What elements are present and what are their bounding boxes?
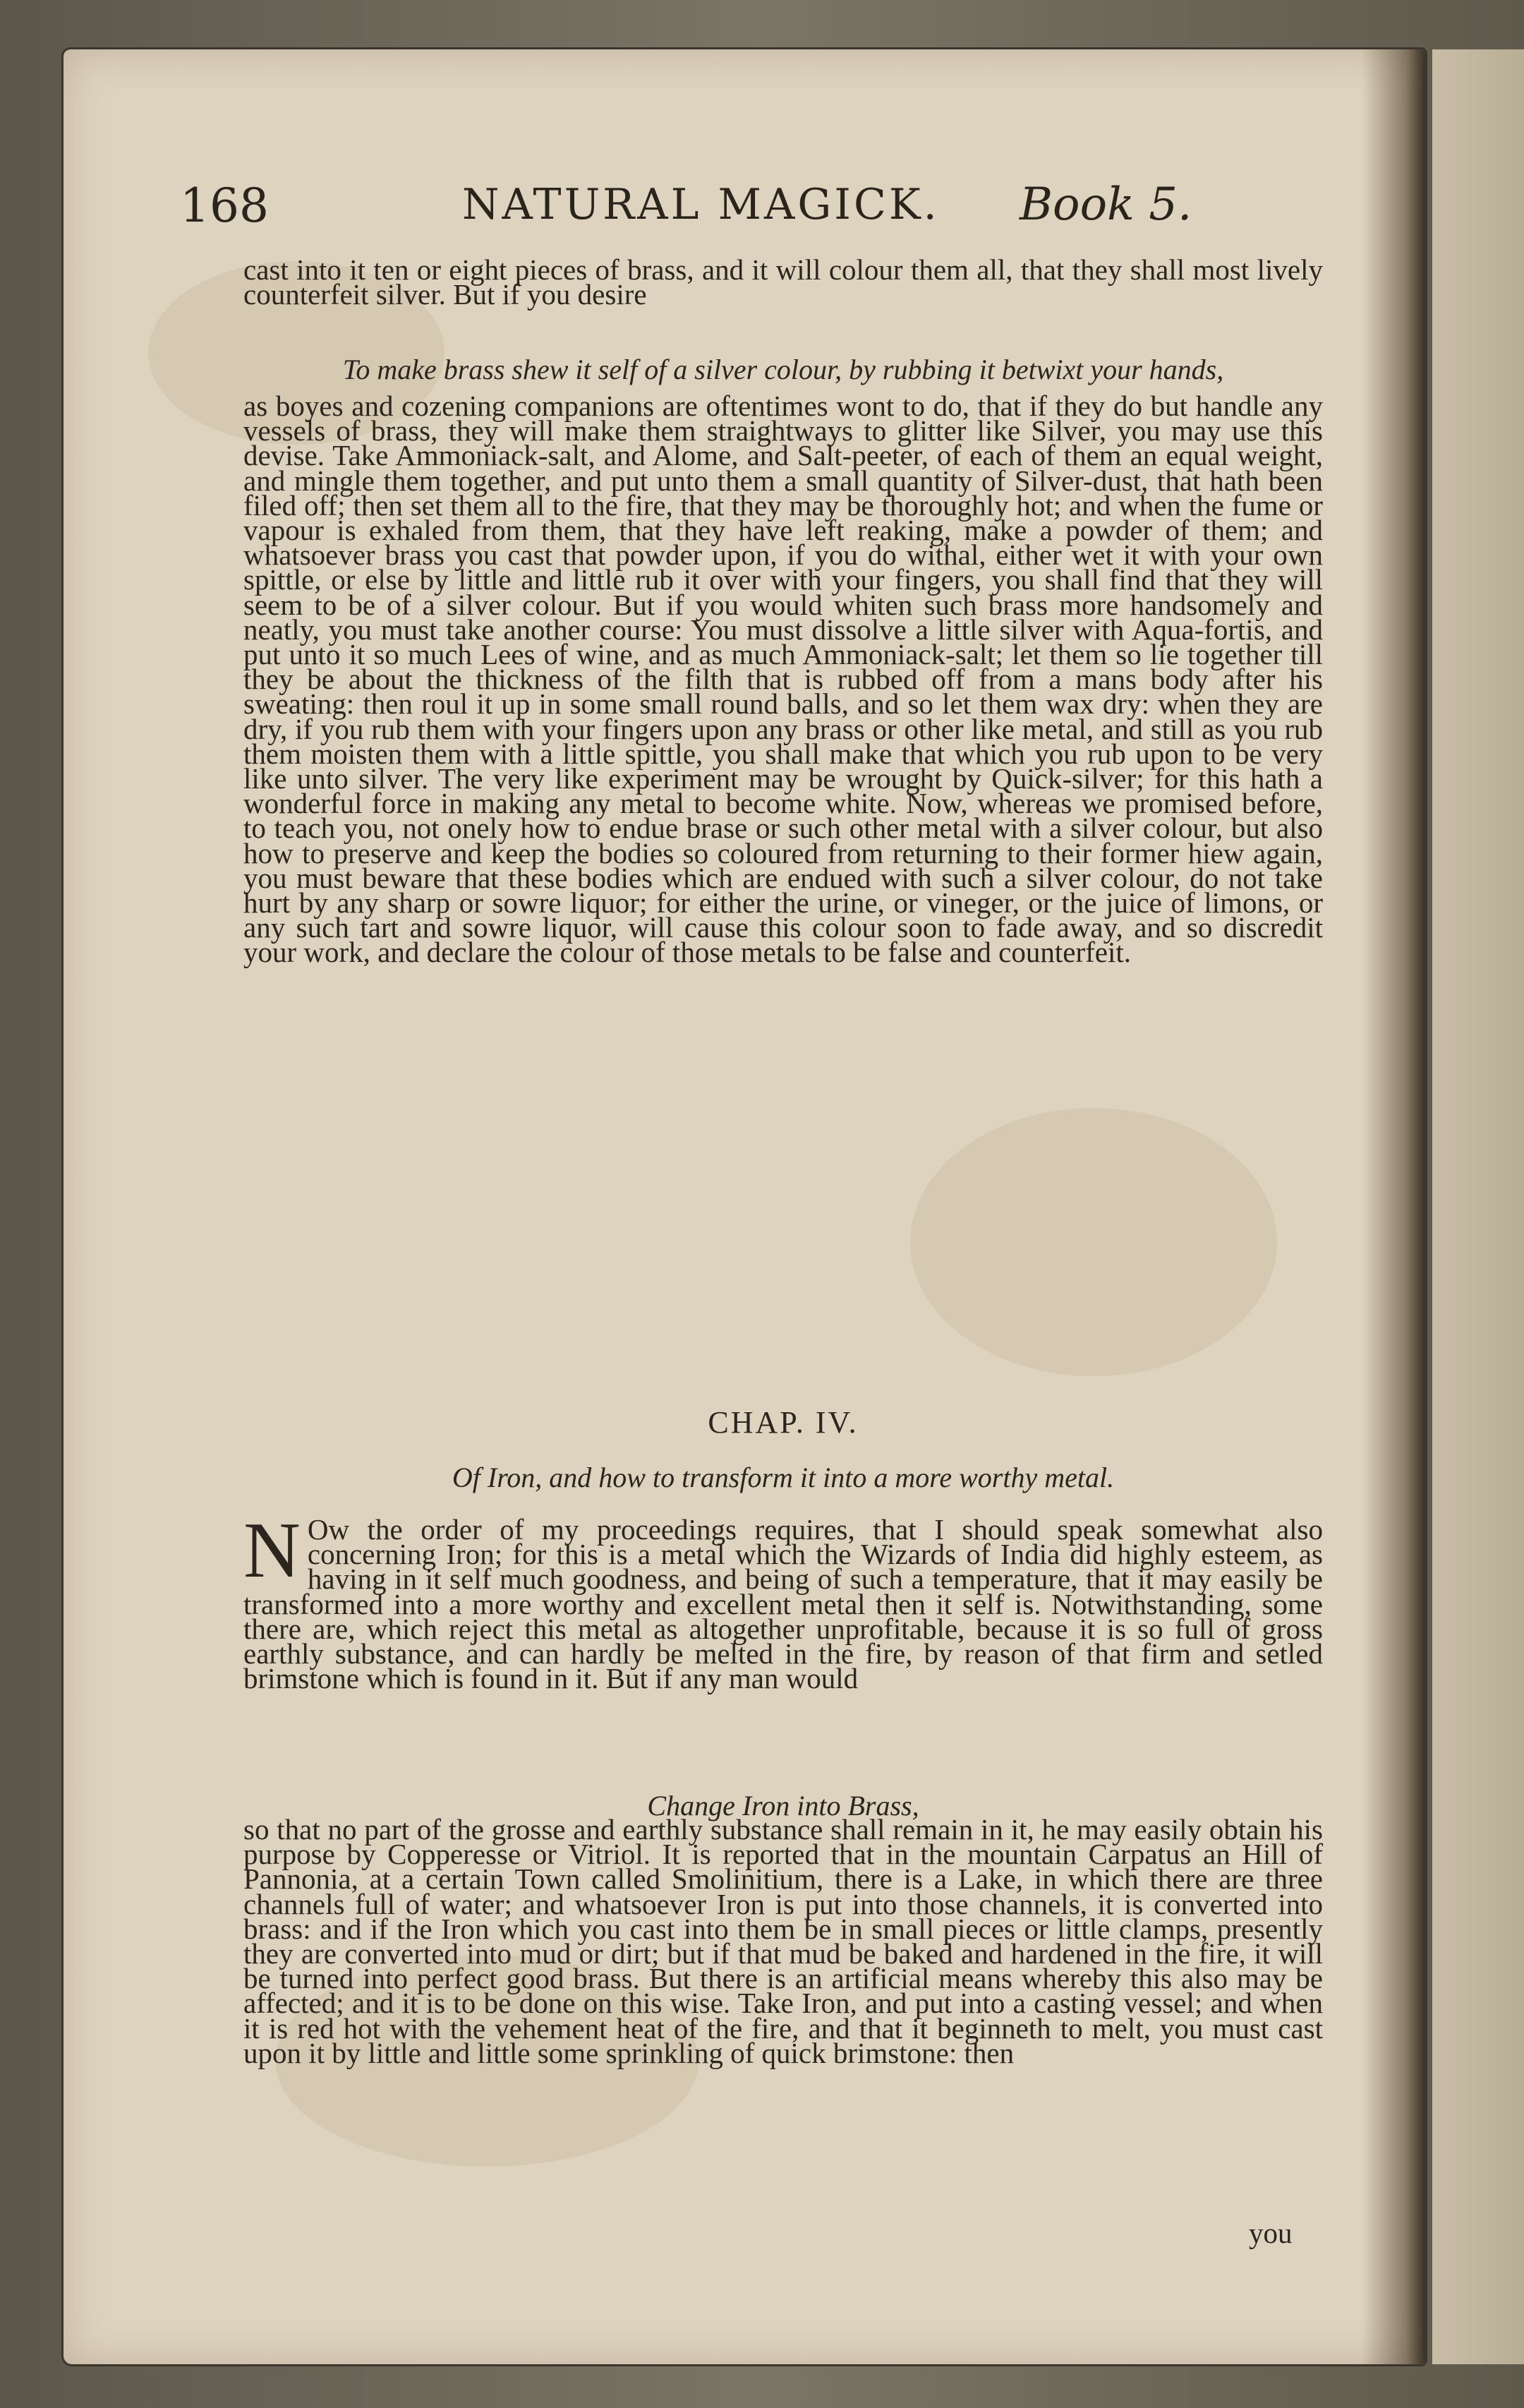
- chapter-title: CHAP. IV.: [708, 1405, 859, 1440]
- book-label: Book 5.: [1020, 179, 1192, 231]
- iron-paragraph: [243, 1507, 1323, 1695]
- main-paragraph: as boyes and cozening companions are oftentimes wont to do, that if they do but handle any vessels of brass, they will make them straightways to glitter like Silver, you may use this devise. Take Ammoniack-salt, and Alome, and Salt-peeter, of each of them an equal weight, and mingle them together, and put unto them a small quantity of Silver-dust, that hath been filed off; then set them all to the fire, that they may be thoroughly hot; and when the fume or vapour is exhaled from them, that they have left reaking, make a powder of them; and whatsoever brass you cast that powder upon, if you do withal, either wet it with your own spittle, or else by little and little rub it over with your fingers, you shall find that they will seem to be of a silver colour. But if you would whiten such brass more handsomely and neatly, you must take another course: You must dissolve a little silver with Aqua-fortis, and put unto it so much Lees of wine, and as much Ammoniack-salt; let them so lie together till they be about the thickness of the filth that is rubbed off from a mans body after his sweating: then roul it up in some small round balls, and so let them wax dry: when they are dry, if you rub them with your fingers upon any brass or other like metal, and still as you rub them moisten them with a little spittle, you shall make that which you rub upon to be very like unto silver. The very like experiment may be wrought by Quick-silver; for this hath a wonderful force in making any metal to become white. Now, whereas we promised before, to teach you, not onely how to endue brase or such other metal with a silver colour, but also how to preserve and keep the bodies so coloured from returning to their former hiew again, you must beware that these bodies which are endued with such a silver colour, do not take hurt by any sharp or sowre liquor; for either the urine, or vineger, or the juice of limons, or any such tart and sowre liquor, will cause this colour soon to fade away, and so discredit your work, and declare the colour of those metals to be false and counterfeit.: [243, 390, 1323, 969]
- continuation-paragraph: cast into it ten or eight pieces of brass, and it will colour them all, that they shall most lively counterfeit silver. But if you desire: [243, 253, 1323, 311]
- paper-stain: [910, 1108, 1277, 1376]
- page-number: 168: [180, 179, 269, 233]
- chapter-subtitle: Of Iron, and how to transform it into a more worthy metal.: [452, 1462, 1115, 1493]
- page-gutter-shadow: [1362, 49, 1425, 2364]
- iron-paragraph-text: Ow the order of my proceedings requires, that I should speak somewhat also concerning Iron; for this is a metal which the Wizards of India did highly esteem, as having in it self much goodness, and being of such a temperature, that it may easily be transformed into a more worthy and excellent metal then it self is. Notwithstanding, some there are, which reject this metal as altogether unprofitable, because it is so full of gross earthly substance, and can hardly be melted in the fire, by reason of that firm and setled brimstone which is found in it. But if any man would: [243, 1513, 1323, 1695]
- running-title: NATURAL MAGICK.: [462, 180, 940, 229]
- section-heading-change-iron: Change Iron into Brass,: [647, 1790, 919, 1822]
- section-heading-brass-silver: To make brass shew it self of a silver colour, by rubbing it betwixt your hands,: [342, 354, 1224, 385]
- running-header: [180, 173, 1238, 251]
- brass-paragraph: so that no part of the grosse and earthly substance shall remain in it, he may easily obtain his purpose by Copperesse or Vitriol. It is reported that in the mountain Carpatus an Hill of Pannonia, at a certain Town called Smolinitium, there is a Lake, in which there are three channels full of water; and whatsoever Iron is put into those channels, it is converted into brass: and if the Iron which you cast into them be in small pieces or little clamps, presently they are converted into mud or dirt; but if that mud be baked and hardened in the fire, it will be turned into perfect good brass. But there is an artificial means whereby this also may be affected; and it is to be done on this wise. Take Iron, and put into a casting vessel; and when it is red hot with the vehement heat of the fire, and that it beginneth to melt, you must cast upon it by little and little some sprinkling of quick brimstone: then: [243, 1813, 1323, 2069]
- drop-cap: N: [243, 1507, 301, 1594]
- catchword: you: [1249, 2217, 1293, 2249]
- facing-page-edge: [1432, 49, 1524, 2364]
